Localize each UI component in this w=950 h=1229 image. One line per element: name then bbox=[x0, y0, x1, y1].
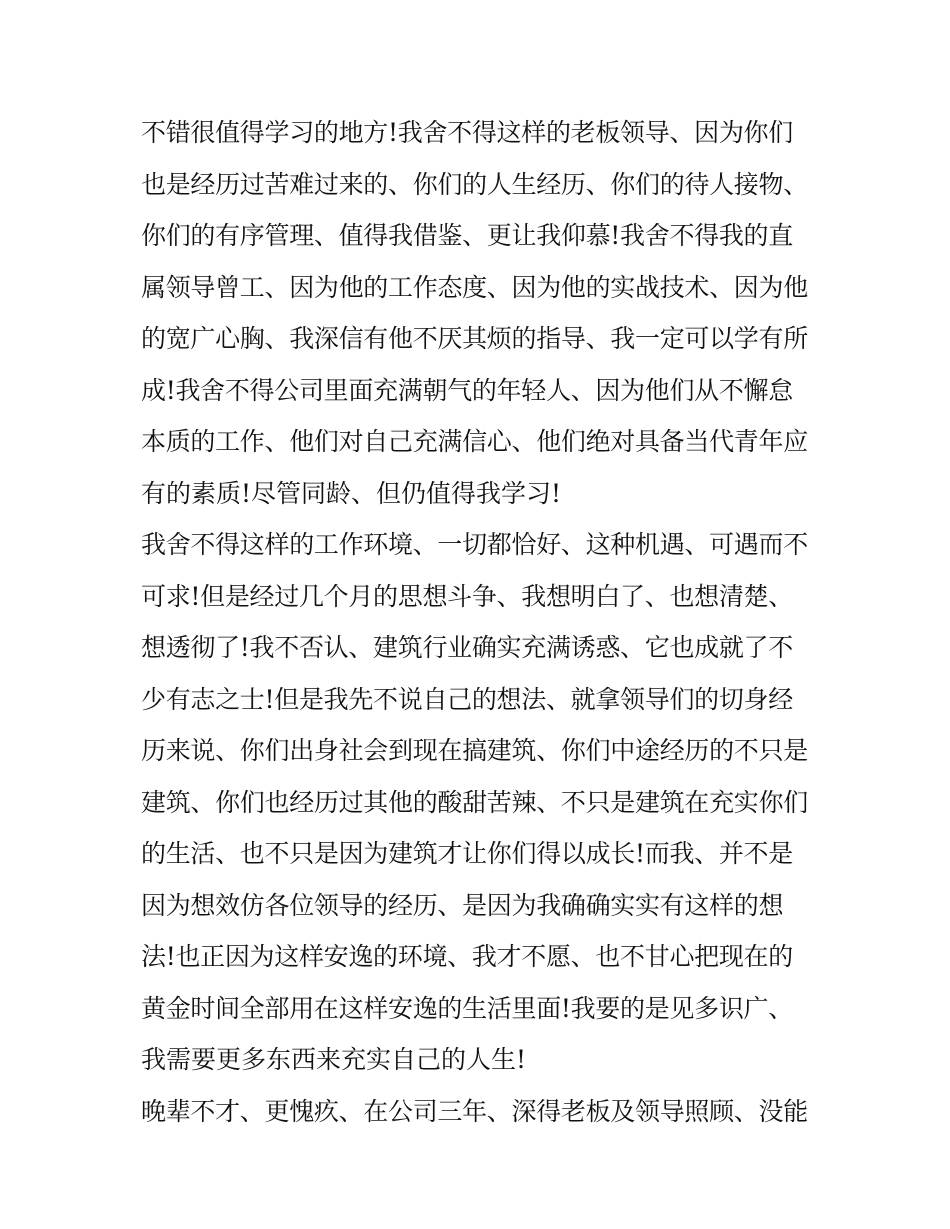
text-line: 想透彻了!我不否认、建筑行业确实充满诱惑、它也成就了不 bbox=[141, 633, 793, 662]
text-line: 晚辈不才、更愧疚、在公司三年、深得老板及领导照顾、没能 bbox=[141, 1096, 808, 1126]
text-line: 可求!但是经过几个月的思想斗争、我想明白了、也想清楚、 bbox=[141, 581, 793, 611]
text-line: 你们的有序管理、值得我借鉴、更让我仰慕!我舍不得我的直 bbox=[141, 221, 793, 250]
text-line: 黄金时间全部用在这样安逸的生活里面!我要的是见多识广、 bbox=[141, 993, 793, 1023]
text-line: 不错很值得学习的地方!我舍不得这样的老板领导、因为你们 bbox=[141, 118, 793, 147]
text-line: 也是经历过苦难过来的、你们的人生经历、你们的待人接物、 bbox=[141, 169, 808, 199]
text-line: 属领导曾工、因为他的工作态度、因为他的实战技术、因为他 bbox=[141, 272, 808, 302]
text-line: 我舍不得这样的工作环境、一切都恰好、这种机遇、可遇而不 bbox=[141, 530, 808, 559]
body-text bbox=[141, 107, 821, 1137]
text-line: 少有志之士!但是我先不说自己的想法、就拿领导们的切身经 bbox=[141, 684, 793, 714]
text-line: 成!我舍不得公司里面充满朝气的年轻人、因为他们从不懈怠 bbox=[141, 375, 793, 405]
text-line: 历来说、你们出身社会到现在搞建筑、你们中途经历的不只是 bbox=[141, 736, 808, 765]
text-line: 我需要更多东西来充实自己的人生! bbox=[141, 1045, 527, 1074]
text-line: 法!也正因为这样安逸的环境、我才不愿、也不甘心把现在的 bbox=[141, 942, 793, 971]
text-line: 因为想效仿各位领导的经历、是因为我确确实实有这样的想 bbox=[141, 890, 784, 920]
text-line: 本质的工作、他们对自己充满信心、他们绝对具备当代青年应 bbox=[141, 427, 808, 456]
text-line: 有的素质!尽管同龄、但仍值得我学习! bbox=[141, 478, 562, 508]
text-line: 建筑、你们也经历过其他的酸甜苦辣、不只是建筑在充实你们 bbox=[141, 787, 808, 817]
text-line: 的宽广心胸、我深信有他不厌其烦的指导、我一定可以学有所 bbox=[141, 324, 808, 353]
text-line: 的生活、也不只是因为建筑才让你们得以成长!而我、并不是 bbox=[141, 839, 793, 868]
